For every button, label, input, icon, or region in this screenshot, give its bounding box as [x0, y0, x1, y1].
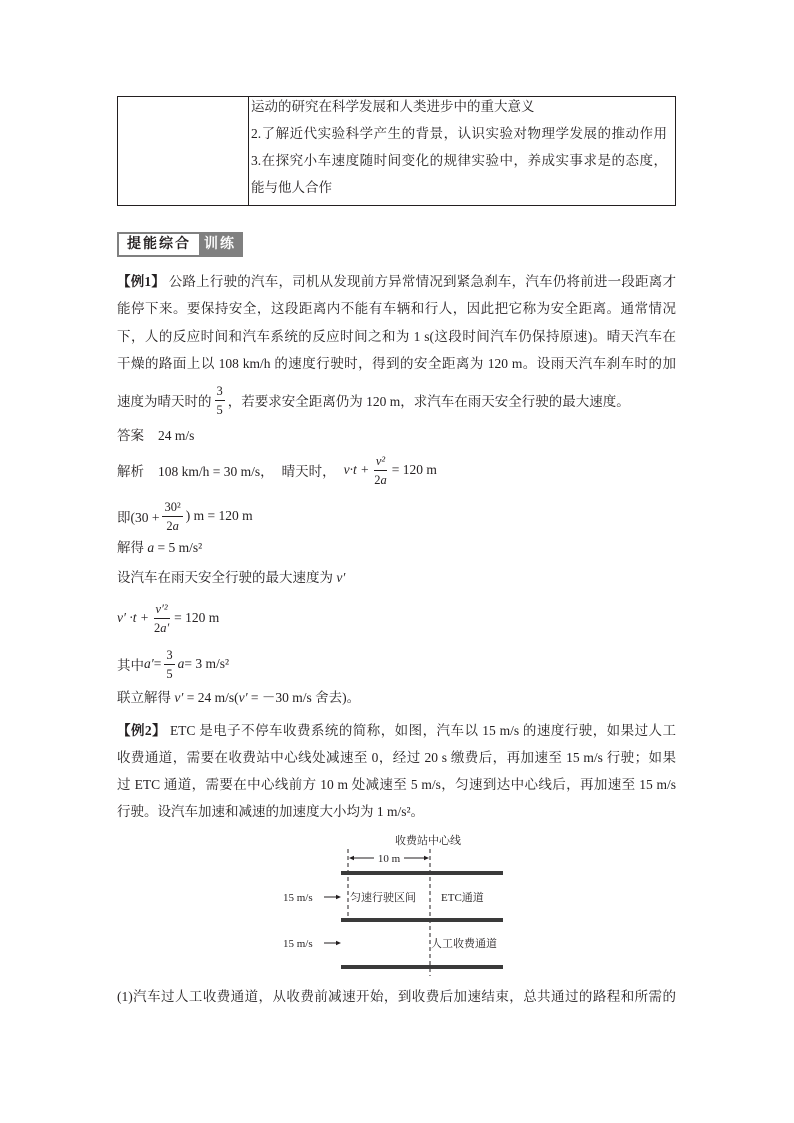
example1-line-1	[117, 272, 676, 292]
section-header	[117, 232, 243, 257]
table-line-4: 能与他人合作	[251, 180, 332, 195]
distance-label: 10 m	[377, 853, 401, 865]
example2-line-4: 行驶。设汽车加速和减速的加速度大小均为 1 m/s²。	[117, 804, 425, 819]
example1-last-post: ，若要求安全距离仍为 120 m，求汽车在雨天安全行驶的最大速度。	[227, 394, 630, 409]
manual-lane-label: 人工收费通道	[431, 938, 497, 950]
etc-diagram	[270, 830, 520, 980]
final-answer-line	[117, 688, 676, 708]
eq2-numerator: 30²	[162, 498, 182, 517]
eq5-line	[117, 644, 229, 684]
final-var2: v′	[238, 690, 248, 705]
section-title-tag: 训练	[199, 234, 241, 255]
eq1-numerator: v²	[374, 452, 387, 471]
eq1-den-coef: 2	[374, 472, 381, 487]
eq5-pre: 其中	[117, 658, 144, 673]
eq4-fraction	[152, 600, 171, 637]
eq5-var: a′	[144, 656, 154, 671]
eq2-fraction	[162, 498, 182, 535]
example2-line-3: 过 ETC 通道，需要在中心线前方 10 m 处减速至 5 m/s，匀速到达中心线后，再加速至 15 m/s	[117, 777, 676, 792]
objectives-table	[117, 96, 676, 206]
table-right-cell	[249, 97, 675, 205]
speed-label-bottom: 15 m/s	[283, 938, 313, 950]
final-mid: = 24 m/s(	[183, 690, 239, 705]
speed-label-top: 15 m/s	[283, 892, 313, 904]
eq3-line	[117, 538, 676, 558]
table-line-1: 运动的研究在科学发展和人类进步中的重大意义	[251, 99, 535, 114]
example2-line-2: 收费通道，需要在收费站中心线处减速至 0，经过 20 s 缴费后，再加速至 15 m/s 行驶；如果	[117, 750, 676, 765]
final-pre: 联立解得	[117, 690, 175, 705]
eq2-den-var: a	[172, 518, 179, 533]
eq3-post: = 5 m/s²	[154, 540, 203, 555]
table-line-2: 2.了解近代实验科学产生的背景，认识实验对物理学发展的推动作用	[251, 126, 667, 141]
rain-var: v′	[336, 570, 346, 585]
analysis-label: 解析	[117, 464, 144, 479]
eq5-post: = 3 m/s²	[184, 656, 229, 671]
direction-arrowhead-bottom	[336, 941, 341, 945]
example1-last-pre: 速度为晴天时的	[117, 394, 212, 409]
final-var: v′	[174, 690, 184, 705]
center-line-label: 收费站中心线	[395, 835, 461, 847]
eq5-var2: a	[177, 656, 185, 671]
uniform-zone-label: 匀速行驶区间	[350, 892, 416, 904]
eq1-rhs: = 120 m	[391, 462, 437, 477]
example2-label: 【例2】	[117, 723, 167, 738]
eq2-den-coef: 2	[166, 518, 173, 533]
eq3-var: a	[147, 540, 155, 555]
eq2-denominator	[164, 517, 181, 535]
eq2-post: ) m = 120 m	[185, 508, 253, 523]
eq5-fraction	[164, 646, 174, 683]
final-post: = －30 m/s 舍去)。	[247, 690, 361, 705]
eq1-lhs: v·t +	[343, 462, 370, 477]
eq4-den-coef: 2	[153, 620, 161, 635]
speed-conversion: 108 km/h = 30 m/s，	[158, 464, 274, 479]
eq4-rhs: = 120 m	[174, 610, 220, 625]
eq4-line	[117, 598, 219, 638]
example1-fraction	[215, 382, 225, 419]
eq4-denominator	[152, 619, 171, 637]
section-title-main: 提能综合	[119, 234, 199, 255]
example1-line-3: 下，人的反应时间和汽车系统的反应时间之和为 1 s(这段时间汽车仍保持原速)。晴天汽车在	[117, 329, 676, 344]
question1-line: (1)汽车过人工收费通道，从收费前减速开始，到收费后加速结束，总共通过的路程和所需的	[117, 989, 676, 1004]
rain-text: 设汽车在雨天安全行驶的最大速度为	[117, 570, 337, 585]
rain-speed-line	[117, 568, 676, 588]
eq4-lhs: v′ ·t +	[117, 610, 149, 625]
distance-arrowhead-left	[349, 856, 354, 860]
example2-line-1	[117, 721, 676, 741]
eq4-numerator: v′²	[154, 600, 170, 619]
example1-line-4: 干燥的路面上以 108 km/h 的速度行驶时，得到的安全距离为 120 m。设雨天汽车刹车时的加	[117, 356, 676, 371]
answer-value: 24 m/s	[158, 428, 195, 443]
etc-lane-label: ETC通道	[441, 892, 484, 904]
eq2-pre: 即(30 +	[117, 510, 160, 525]
sunny-label: 晴天时，	[281, 464, 336, 479]
example1-line-2: 能停下来。要保持安全，这段距离内不能有车辆和行人，因此把它称为安全距离。通常情况	[117, 301, 676, 316]
fraction-numerator: 3	[215, 382, 225, 401]
eq5-numerator: 3	[164, 646, 174, 665]
eq1-fraction	[372, 452, 389, 489]
direction-arrowhead-top	[336, 895, 341, 899]
example1-label: 【例1】	[117, 274, 166, 289]
answer-label: 答案	[117, 428, 144, 443]
table-line-3: 3.在探究小车速度随时间变化的规律实验中，养成实事求是的态度，	[251, 153, 667, 168]
distance-arrowhead-right	[424, 856, 429, 860]
eq1-den-var: a	[380, 472, 387, 487]
eq1-denominator	[372, 471, 389, 489]
example1-line-5	[117, 380, 630, 420]
eq5-denominator: 5	[166, 666, 173, 681]
example2-text-1: ETC 是电子不停车收费系统的简称，如图，汽车以 15 m/s 的速度行驶，如果过人工	[169, 723, 677, 738]
answer-line	[117, 426, 676, 446]
eq4-den-var: a′	[160, 620, 170, 635]
eq2-line	[117, 496, 253, 536]
table-left-cell	[118, 97, 249, 205]
eq5-eq: =	[153, 656, 162, 671]
fraction-denominator: 5	[216, 402, 223, 417]
eq3-pre: 解得	[117, 540, 148, 555]
analysis-line	[117, 450, 437, 490]
example1-text-1: 公路上行驶的汽车，司机从发现前方异常情况到紧急刹车，汽车仍将前进一段距离才	[168, 274, 677, 289]
